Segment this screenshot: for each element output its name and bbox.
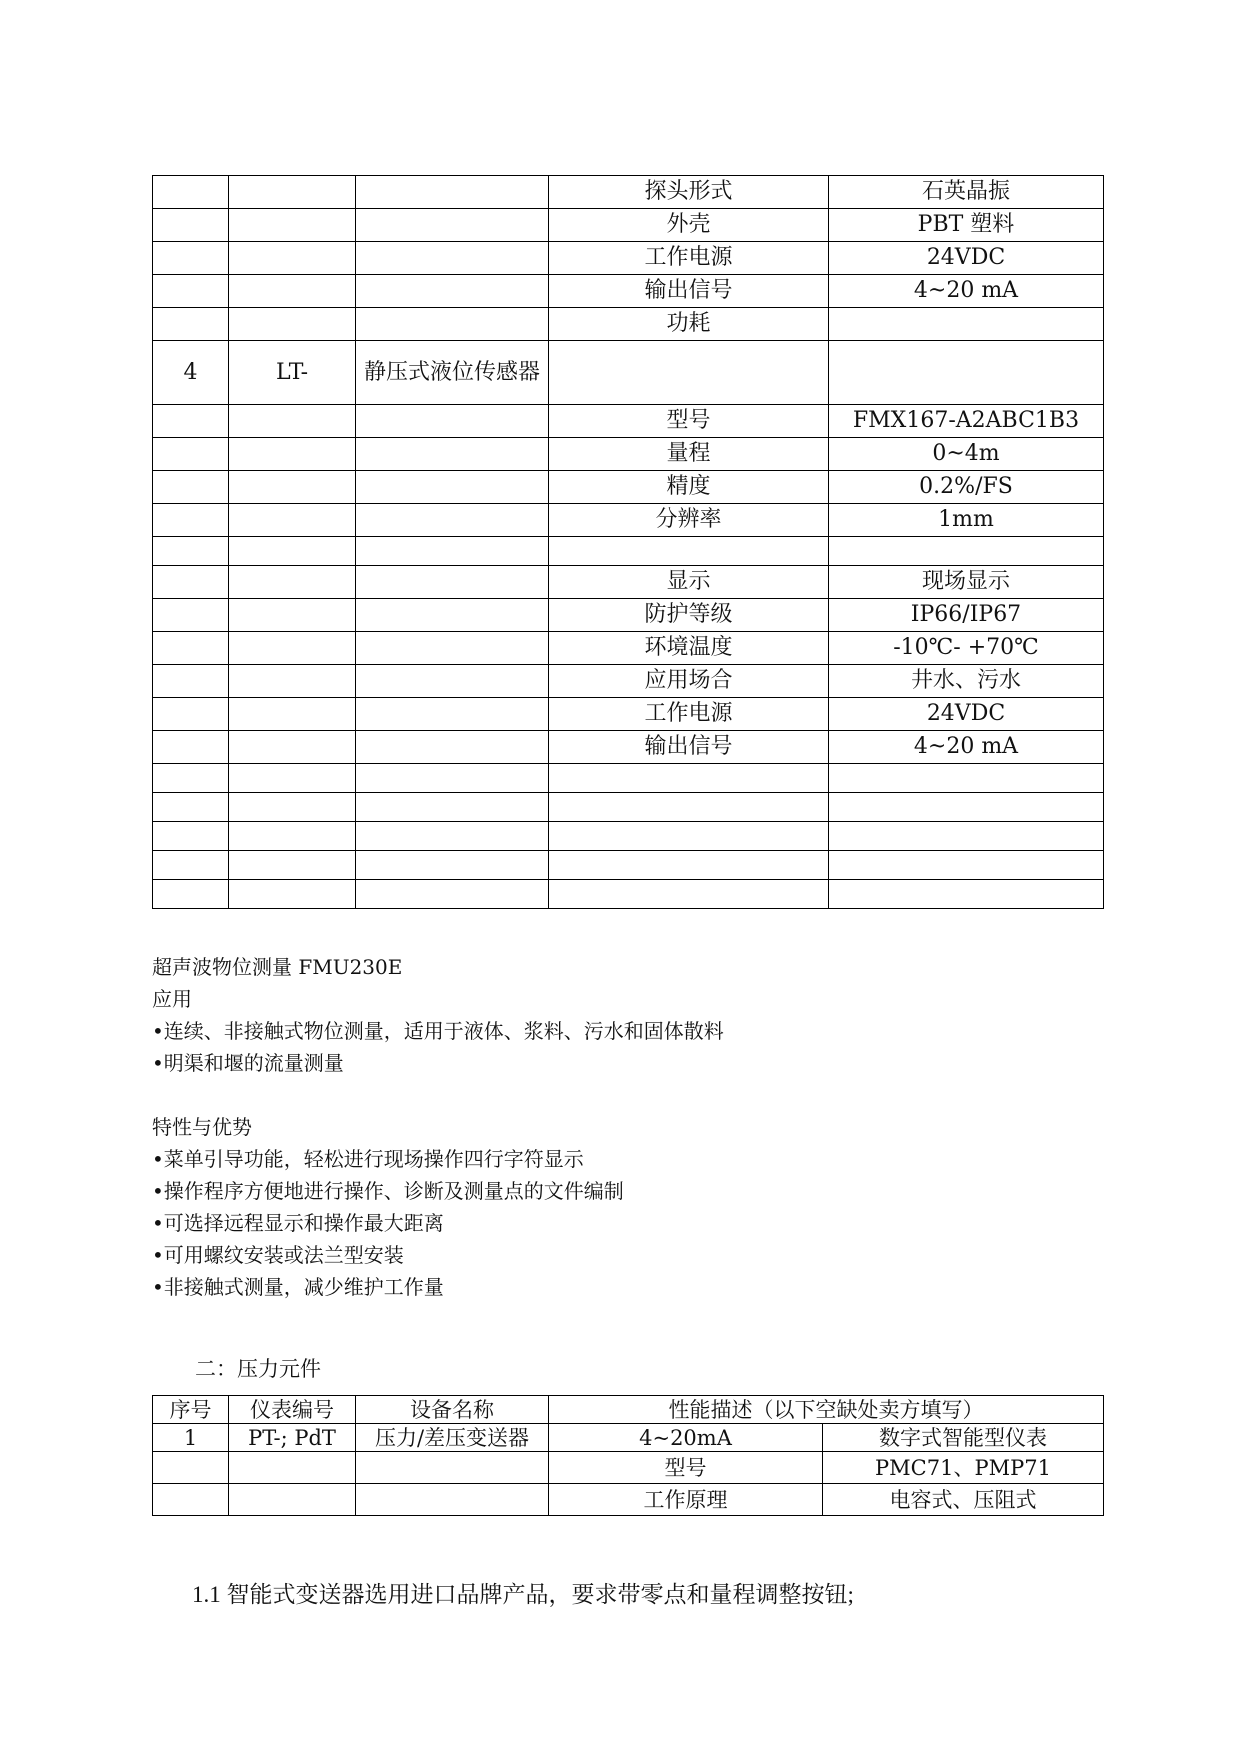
table-cell: 防护等级 (549, 599, 829, 632)
table-cell: 电容式、压阻式 (823, 1484, 1104, 1516)
table-cell (229, 566, 356, 599)
table-cell (229, 1452, 356, 1484)
table-cell: 0~4m (829, 438, 1104, 471)
table-cell: 4~20 mA (829, 731, 1104, 764)
table-row (153, 793, 1104, 822)
header-cell: 设备名称 (356, 1396, 549, 1424)
table-cell (829, 793, 1104, 822)
table-cell: 环境温度 (549, 632, 829, 665)
table-cell (829, 822, 1104, 851)
ultrasonic-title: 超声波物位测量 FMU230E (152, 955, 403, 979)
table-row (153, 822, 1104, 851)
table-row (153, 764, 1104, 793)
table-cell: 应用场合 (549, 665, 829, 698)
table-cell (829, 308, 1104, 341)
table-cell (356, 438, 549, 471)
application-item: •明渠和堰的流量测量 (152, 1051, 344, 1075)
table-cell (153, 504, 229, 537)
table-cell: 井水、污水 (829, 665, 1104, 698)
table-cell (229, 665, 356, 698)
table-cell (153, 632, 229, 665)
table-cell (153, 851, 229, 880)
feature-item: •可选择远程显示和操作最大距离 (152, 1211, 444, 1235)
table-cell (229, 242, 356, 275)
table-cell (549, 851, 829, 880)
table-cell (356, 537, 549, 566)
table-cell: 功耗 (549, 308, 829, 341)
header-cell: 序号 (153, 1396, 229, 1424)
table-row (153, 851, 1104, 880)
application-item: •连续、非接触式物位测量，适用于液体、浆料、污水和固体散料 (152, 1019, 724, 1043)
table-row (153, 1424, 1104, 1452)
table-cell (356, 566, 549, 599)
table-cell: FMX167-A2ABC1B3 (829, 405, 1104, 438)
table-cell (549, 764, 829, 793)
table-cell (229, 698, 356, 731)
table-cell: 石英晶振 (829, 176, 1104, 209)
table-cell (829, 537, 1104, 566)
table-cell (153, 405, 229, 438)
spec-table (152, 175, 1104, 909)
table-row (153, 599, 1104, 632)
table-cell (356, 851, 549, 880)
table-cell: 分辨率 (549, 504, 829, 537)
table-cell (153, 242, 229, 275)
table-cell: 型号 (549, 405, 829, 438)
table-cell: 精度 (549, 471, 829, 504)
table-cell (229, 880, 356, 909)
table-cell: LT- (229, 341, 356, 405)
table-cell (229, 176, 356, 209)
table-cell (153, 599, 229, 632)
table-row (153, 438, 1104, 471)
table-cell: 压力/差压变送器 (356, 1424, 549, 1452)
table-cell (153, 665, 229, 698)
table-cell (549, 793, 829, 822)
table-cell (549, 822, 829, 851)
table-cell: 4~20 mA (829, 275, 1104, 308)
table-cell: 24VDC (829, 698, 1104, 731)
table-cell (229, 1484, 356, 1516)
table-cell (356, 471, 549, 504)
table-cell: 工作原理 (549, 1484, 823, 1516)
table-cell (356, 1484, 549, 1516)
table-cell (153, 731, 229, 764)
header-cell: 性能描述（以下空缺处卖方填写） (549, 1396, 1104, 1424)
table-cell: 型号 (549, 1452, 823, 1484)
table-row (153, 209, 1104, 242)
table-cell (229, 537, 356, 566)
table-cell (356, 822, 549, 851)
table-row (153, 632, 1104, 665)
table-row (153, 504, 1104, 537)
table-row (153, 275, 1104, 308)
table-cell (153, 793, 229, 822)
table-cell (829, 851, 1104, 880)
table-cell (229, 764, 356, 793)
table-cell: 1mm (829, 504, 1104, 537)
table-cell: 输出信号 (549, 275, 829, 308)
ultrasonic-section (152, 951, 724, 1303)
table-cell: PT-; PdT (229, 1424, 356, 1452)
table-cell (356, 275, 549, 308)
table-cell (829, 764, 1104, 793)
table-cell (829, 880, 1104, 909)
table-cell: 量程 (549, 438, 829, 471)
table-cell (356, 698, 549, 731)
table-cell (356, 793, 549, 822)
table-cell (356, 1452, 549, 1484)
table-header-row (153, 1396, 1104, 1424)
table-cell (229, 504, 356, 537)
table-cell: 1 (153, 1424, 229, 1452)
table-cell: PBT 塑料 (829, 209, 1104, 242)
table-cell: -10℃- +70℃ (829, 632, 1104, 665)
table-cell (356, 405, 549, 438)
table-cell (356, 764, 549, 793)
table-cell (229, 209, 356, 242)
table-row (153, 698, 1104, 731)
table-row (153, 537, 1104, 566)
table-cell (229, 599, 356, 632)
table-cell (153, 537, 229, 566)
table-row (153, 471, 1104, 504)
table-row (153, 308, 1104, 341)
pressure-table (152, 1395, 1104, 1516)
section-heading: 二：压力元件 (195, 1357, 321, 1381)
table-cell: 0.2%/FS (829, 471, 1104, 504)
table-cell (356, 504, 549, 537)
table-cell (229, 308, 356, 341)
table-cell (153, 471, 229, 504)
table-cell (356, 599, 549, 632)
table-row (153, 566, 1104, 599)
table-cell (356, 176, 549, 209)
table-cell (229, 851, 356, 880)
table-cell (229, 793, 356, 822)
table-row (153, 176, 1104, 209)
table-row (153, 731, 1104, 764)
table-cell: 显示 (549, 566, 829, 599)
table-cell (356, 242, 549, 275)
table-cell (229, 438, 356, 471)
table-cell: 24VDC (829, 242, 1104, 275)
table-cell (356, 731, 549, 764)
application-heading: 应用 (152, 987, 192, 1011)
table-cell: PMC71、PMP71 (823, 1452, 1104, 1484)
table-cell (356, 665, 549, 698)
table-cell: 工作电源 (549, 242, 829, 275)
header-cell: 仪表编号 (229, 1396, 356, 1424)
table-cell (549, 537, 829, 566)
table-cell: 工作电源 (549, 698, 829, 731)
table-cell (229, 822, 356, 851)
table-cell (153, 438, 229, 471)
table-row (153, 1484, 1104, 1516)
table-cell (153, 209, 229, 242)
table-row (153, 665, 1104, 698)
table-row (153, 341, 1104, 405)
features-heading: 特性与优势 (152, 1115, 252, 1139)
table-cell: 输出信号 (549, 731, 829, 764)
table-cell (153, 566, 229, 599)
table-cell (356, 308, 549, 341)
table-cell: 数字式智能型仪表 (823, 1424, 1104, 1452)
table-cell (549, 880, 829, 909)
table-cell (153, 275, 229, 308)
table-cell (229, 731, 356, 764)
feature-item: •菜单引导功能，轻松进行现场操作四行字符显示 (152, 1147, 584, 1171)
table-cell: 静压式液位传感器 (356, 341, 549, 405)
table-cell (229, 405, 356, 438)
table-cell: 外壳 (549, 209, 829, 242)
table-row (153, 242, 1104, 275)
feature-item: •可用螺纹安装或法兰型安装 (152, 1243, 404, 1267)
feature-item: •非接触式测量，减少维护工作量 (152, 1275, 444, 1299)
table-row (153, 1452, 1104, 1484)
table-cell (153, 1452, 229, 1484)
table-cell (356, 632, 549, 665)
table-cell: 现场显示 (829, 566, 1104, 599)
table-cell (153, 176, 229, 209)
table-cell (153, 1484, 229, 1516)
table-row (153, 405, 1104, 438)
table-cell (229, 471, 356, 504)
table-cell (356, 209, 549, 242)
table-cell (153, 308, 229, 341)
feature-item: •操作程序方便地进行操作、诊断及测量点的文件编制 (152, 1179, 624, 1203)
table-cell (356, 880, 549, 909)
table-cell: 4~20mA (549, 1424, 823, 1452)
requirement-note: 1.1 智能式变送器选用进口品牌产品，要求带零点和量程调整按钮; (192, 1582, 854, 1607)
table-cell (153, 880, 229, 909)
table-cell (829, 341, 1104, 405)
table-cell: 探头形式 (549, 176, 829, 209)
table-cell: IP66/IP67 (829, 599, 1104, 632)
table-cell (229, 632, 356, 665)
table-cell (229, 275, 356, 308)
table-cell (153, 822, 229, 851)
table-cell (153, 764, 229, 793)
table-cell (549, 341, 829, 405)
table-cell (153, 698, 229, 731)
table-cell: 4 (153, 341, 229, 405)
table-row (153, 880, 1104, 909)
